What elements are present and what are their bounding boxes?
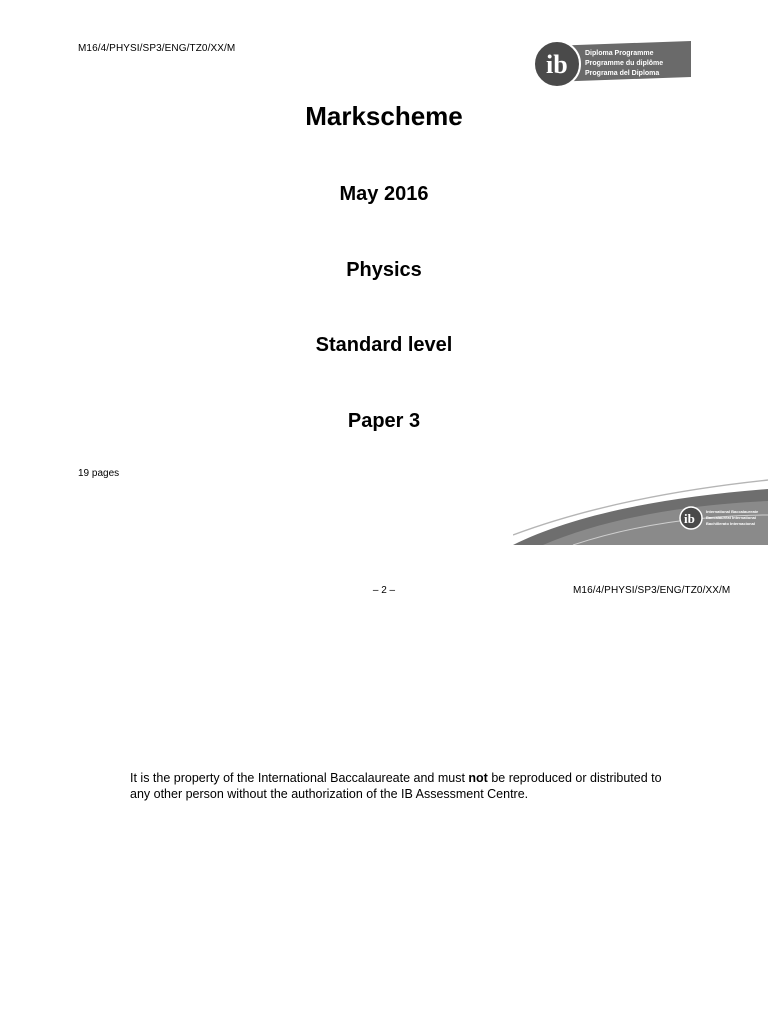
header-code-page-2: M16/4/PHYSI/SP3/ENG/TZ0/XX/M: [573, 585, 731, 596]
svg-text:ib: ib: [546, 50, 568, 79]
footer-logo-line-3: Bachillerato Internacional: [706, 521, 755, 526]
logo-line-3: Programa del Diploma: [585, 70, 660, 77]
footer-logo-line-1: International Baccalaureate: [706, 509, 759, 514]
paper-number: Paper 3: [347, 410, 421, 432]
svg-text:ib: ib: [684, 511, 695, 526]
logo-line-1: Diploma Programme: [585, 50, 654, 57]
document-title: Markscheme: [305, 101, 463, 131]
ib-footer-logo: [513, 475, 768, 545]
notice-text-after: be reproduced or distributed to any other person without the authorization of the IB Assessment Centre.: [130, 771, 662, 801]
logo-line-2: Programme du diplôme: [585, 60, 664, 67]
level: Standard level: [315, 334, 453, 356]
copyright-notice: [130, 770, 670, 802]
notice-emphasis: not: [468, 771, 488, 785]
page-count: 19 pages: [78, 468, 120, 479]
exam-session: May 2016: [339, 183, 429, 205]
header-code: M16/4/PHYSI/SP3/ENG/TZ0/XX/M: [78, 43, 236, 54]
page-number: – 2 –: [372, 585, 396, 596]
notice-text-before: It is the property of the International Baccalaureate and must: [130, 771, 469, 785]
ib-logo: [533, 40, 691, 88]
footer-logo-line-2: Baccalauréat International: [706, 515, 757, 520]
subject: Physics: [346, 259, 422, 281]
